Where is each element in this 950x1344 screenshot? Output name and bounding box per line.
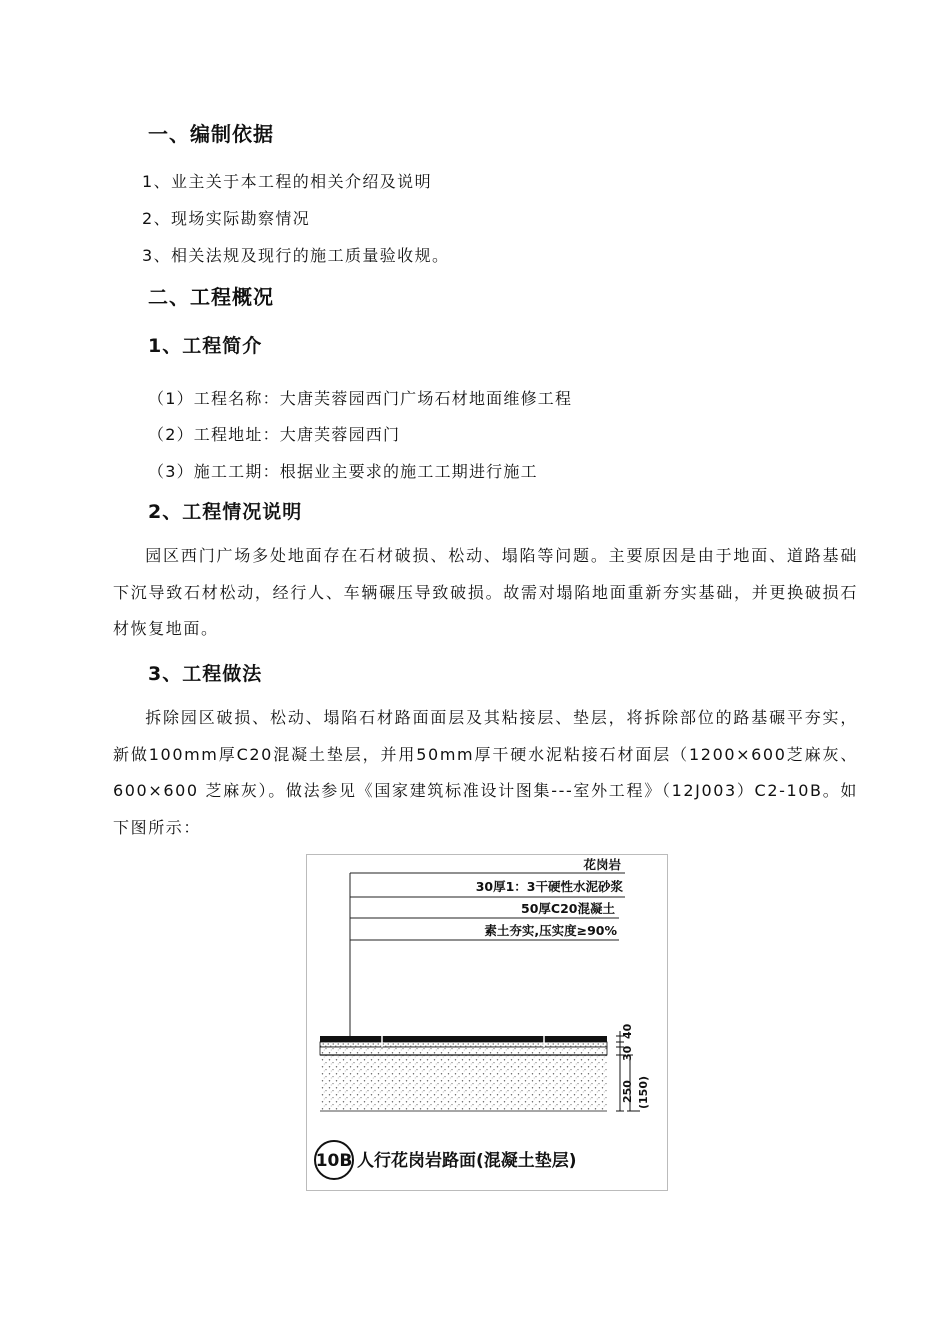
intro-item-schedule: （3）施工工期：根据业主要求的施工工期进行施工 [148,462,538,481]
subheading-situation: 2、工程情况说明 [148,501,303,523]
pavement-section-figure [306,854,668,1191]
granite-layer [320,1036,607,1042]
section-heading-overview: 二、工程概况 [148,285,274,309]
pavement-section-drawing [307,855,667,1190]
layer-label-concrete: 50厚C20混凝土 [521,901,615,916]
method-paragraph [113,700,858,846]
situation-text: 园区西门广场多处地面存在石材破损、松动、塌陷等问题。主要原因是由于地面、道路基础下沉导致石材松动，经行人、车辆碾压导致破损。故需对塌陷地面重新夯实基础，并更换破损石材恢复地面。 [113,546,858,638]
figure-caption: 人行花岗岩路面(混凝土垫层) [357,1151,577,1171]
method-text: 拆除园区破损、松动、塌陷石材路面面层及其粘接层、垫层，将拆除部位的路基碾平夯实，新做100mm厚C20混凝土垫层，并用50mm厚干硬水泥粘接石材面层（1200×600芝麻灰、600×600 芝麻灰）。做法参见《国家建筑标准设计图集---室外工程》（12J003）C2-10B。如下图所示： [113,708,858,837]
layer-label-subgrade: 素土夯实,压实度≥90% [484,923,617,938]
dim-40: 40 [621,1023,634,1039]
basis-item-3: 3、相关法规及现行的施工质量验收规。 [142,246,450,265]
section-heading-basis: 一、编制依据 [148,122,274,146]
layer-label-mortar: 30厚1：3干硬性水泥砂浆 [475,879,623,894]
mortar-layer [320,1042,607,1047]
subheading-method: 3、工程做法 [148,663,263,685]
concrete-layer [320,1047,607,1055]
layer-label-granite: 花岗岩 [583,857,621,872]
detail-badge-label: 10B [315,1151,353,1171]
basis-item-2: 2、现场实际勘察情况 [142,209,311,228]
dim-30: 30 [621,1045,634,1061]
subheading-intro: 1、工程简介 [148,335,263,357]
basis-item-1: 1、业主关于本工程的相关介绍及说明 [142,172,432,191]
dim-150: (150) [637,1075,650,1109]
subgrade-layer [320,1055,607,1111]
dim-250: 250 [621,1080,634,1103]
situation-paragraph [113,538,858,648]
intro-item-address: （2）工程地址：大唐芙蓉园西门 [148,425,401,444]
intro-item-name: （1）工程名称：大唐芙蓉园西门广场石材地面维修工程 [148,389,573,408]
